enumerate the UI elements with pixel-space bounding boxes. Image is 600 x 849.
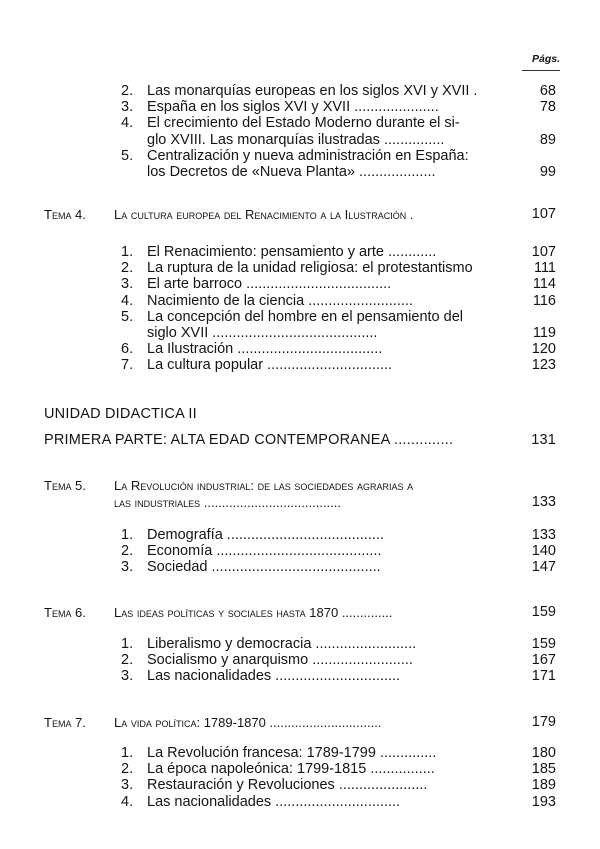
page-number: 189 [531, 777, 556, 794]
toc-entry [121, 99, 556, 116]
page-number: 107 [531, 206, 556, 222]
entry-number: 2. [121, 260, 134, 277]
toc-entry [121, 357, 556, 374]
entry-title: La cultura popular ............................... [147, 357, 392, 374]
unidad-heading: UNIDAD DIDACTICA II [44, 406, 197, 422]
entry-title: Restauración y Revoluciones ...................... [147, 777, 428, 794]
entry-number: 4. [121, 793, 134, 810]
page-number: 147 [531, 559, 556, 576]
entry-title: El Renacimiento: pensamiento y arte ............ [147, 244, 437, 260]
page-number: 140 [531, 543, 556, 560]
entry-number: 1. [121, 745, 134, 761]
page-number: 114 [532, 276, 556, 293]
page-number: 107 [531, 244, 556, 260]
entry-number: 4. [121, 115, 134, 132]
entry-title: Centralización y nueva administración en España: [147, 147, 469, 164]
entry-number: 5. [121, 308, 134, 325]
tema-title: La cultura europea del Renacimiento a la Ilustración . [114, 207, 414, 222]
entry-title: Liberalismo y democracia ......................... [147, 636, 417, 652]
page-number: 99 [539, 164, 556, 180]
entry-number: 2. [121, 652, 134, 669]
entry-title: Las monarquías europeas en los siglos XVI y XVII . [147, 83, 478, 99]
toc-entry [121, 293, 556, 310]
page-number: 179 [531, 714, 556, 730]
tema-label: Tema 4. [44, 207, 86, 222]
entry-title: Demografía ....................................... [147, 527, 384, 543]
page-number: 111 [533, 260, 556, 277]
page-number: 78 [539, 99, 556, 116]
entry-number: 3. [121, 668, 134, 685]
parte-title: PRIMERA PARTE: ALTA EDAD CONTEMPORANEA .............. [44, 432, 454, 448]
tema-7-entry [44, 714, 556, 731]
entry-title: La Revolución francesa: 1789-1799 .............. [147, 745, 437, 761]
entry-number: 3. [121, 99, 134, 116]
entry-number: 4. [121, 292, 134, 309]
tema-5-entry [44, 477, 556, 494]
toc-entry [121, 761, 556, 778]
entry-title: La época napoleónica: 1799-1815 ................ [147, 761, 435, 778]
toc-entry [121, 325, 556, 342]
entry-number: 1. [121, 527, 134, 543]
entry-number: 2. [121, 83, 134, 99]
toc-entry [121, 652, 556, 669]
toc-entry [121, 260, 556, 277]
page-number: 193 [531, 793, 556, 810]
entry-title: El arte barroco .................................... [147, 276, 392, 293]
page-number: 171 [531, 668, 556, 685]
entry-title: siglo XVII ......................................... [147, 325, 378, 341]
page-number: 133 [531, 494, 556, 510]
entry-number: 7. [121, 357, 134, 374]
entry-number: 1. [121, 636, 134, 652]
page-number: 123 [531, 357, 556, 374]
toc-entry [121, 527, 556, 544]
entry-title: Economía ......................................... [147, 543, 382, 560]
entry-number: 6. [121, 341, 134, 358]
toc-entry [121, 164, 556, 181]
page-number: 68 [539, 83, 556, 99]
page-number: 180 [531, 745, 556, 761]
toc-entry [121, 132, 556, 149]
toc-entry [121, 636, 556, 653]
entry-title: La concepción del hombre en el pensamiento del [147, 308, 463, 325]
tema-label: Tema 7. [44, 715, 86, 730]
entry-number: 1. [121, 244, 134, 260]
page-number: 185 [531, 761, 556, 778]
page-number: 159 [531, 636, 556, 652]
tema-title: La vida política: 1789-1870 ............................... [114, 715, 382, 730]
entry-number: 2. [121, 761, 134, 778]
pags-header: Págs. [522, 51, 560, 71]
entry-title: los Decretos de «Nueva Planta» ................... [147, 164, 436, 180]
entry-title: glo XVIII. Las monarquías ilustradas ............... [147, 131, 445, 148]
entry-title: El crecimiento del Estado Moderno durante el si- [147, 115, 460, 132]
toc-entry [121, 148, 556, 165]
entry-title: La Ilustración .................................... [147, 341, 383, 358]
tema-title-cont: las industriales ...................................... [114, 495, 341, 510]
toc-entry [121, 777, 556, 794]
toc-entry [121, 83, 556, 100]
toc-entry [121, 341, 556, 358]
tema-6-entry [44, 604, 556, 621]
toc-entry [121, 244, 556, 261]
primera-parte-entry [44, 432, 556, 449]
tema-4-entry [44, 206, 556, 223]
entry-number: 2. [121, 543, 134, 560]
page-number: 120 [531, 341, 556, 358]
entry-number: 5. [121, 147, 134, 164]
entry-title: España en los siglos XVI y XVII ..................... [147, 99, 439, 116]
page-number: 119 [532, 325, 556, 341]
toc-entry [121, 794, 556, 811]
page-number: 159 [531, 604, 556, 620]
entry-number: 3. [121, 777, 134, 794]
entry-number: 3. [121, 559, 134, 576]
page-number: 116 [532, 292, 556, 309]
tema-title: La Revolución industrial: de las sociedades agrarias a [114, 478, 414, 493]
entry-title: Las nacionalidades ............................... [147, 668, 401, 685]
tema-5-entry-cont [44, 494, 556, 511]
toc-entry [121, 559, 556, 576]
tema-title: Las ideas políticas y sociales hasta 1870 .............. [114, 605, 393, 620]
entry-title: Nacimiento de la ciencia .......................... [147, 292, 413, 309]
toc-entry [121, 668, 556, 685]
tema-label: Tema 5. [44, 478, 86, 493]
toc-entry [121, 276, 556, 293]
toc-entry [121, 309, 556, 326]
toc-entry [121, 115, 556, 132]
toc-entry [121, 543, 556, 560]
entry-title: La ruptura de la unidad religiosa: el protestantismo [147, 260, 473, 277]
page-number: 89 [539, 131, 556, 148]
page-number: 131 [531, 432, 556, 448]
entry-title: Sociedad .......................................... [147, 559, 381, 576]
entry-number: 3. [121, 276, 134, 293]
entry-title: Socialismo y anarquismo ......................... [147, 652, 413, 669]
page-number: 167 [531, 652, 556, 669]
entry-title: Las nacionalidades ............................... [147, 793, 401, 810]
page-number: 133 [531, 527, 556, 543]
toc-entry [121, 745, 556, 762]
tema-label: Tema 6. [44, 605, 86, 620]
